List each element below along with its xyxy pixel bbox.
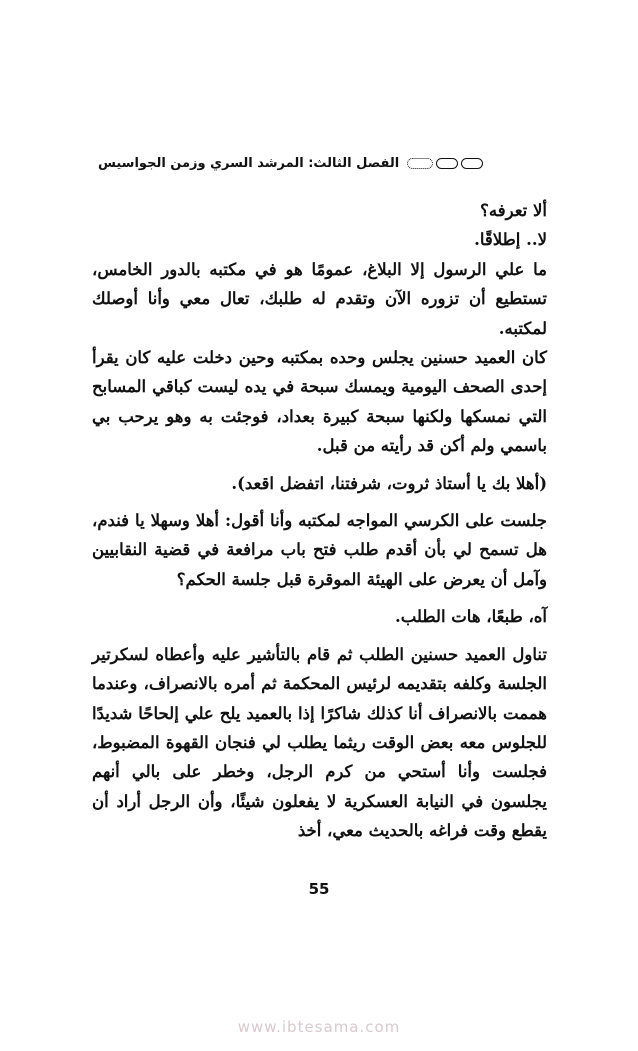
paragraph-question: ألا تعرفه؟	[480, 201, 547, 220]
ornament-pill-dotted-icon	[407, 158, 433, 169]
ornament-pill-icon	[461, 158, 483, 169]
chapter-title: الفصل الثالث: المرشد السري وزمن الجواسيس	[98, 155, 400, 171]
paragraph-narration: تناول العميد حسنين الطلب ثم قام بالتأشير عليه وأعطاه لسكرتير الجلسة وكلفه بتقديمه لرئيس المحكمة ثم أمره بالانصراف، وعندما هممت بالانصراف أنا كذلك شاكرًا إذا بالعميد يلح علي إلحاحًا شديدًا للجلوس معه بعض الوقت ريثما يطلب لي فنجان القهوة المضبوط، فجلست وأنا أستحي من كرم الرجل، وخطر على بالي أنهم يجلسون في النيابة العسكرية لا يفعلون شيئًا، وأن الرجل أراد أن يقطع وقت فراغه بالحديث معي، أخذ	[92, 644, 547, 841]
watermark: www.ibtesama.com	[237, 1018, 401, 1036]
ornament-pill-icon	[436, 158, 458, 169]
paragraph-answer: لا.. إطلاقًا.	[474, 230, 547, 250]
page-number: 55	[308, 880, 330, 898]
running-header	[98, 150, 546, 176]
paragraph-reply: آه، طبعًا، هات الطلب.	[394, 607, 547, 627]
paragraph-request: جلست على الكرسي المواجه لمكتبه وأنا أقول: أهلا وسهلا يا فندم، هل تسمح لي بأن أقدم طلب فتح باب مرافعة في قضية النقابيين وآمل أن يعرض على الهيئة الموقرة قبل جلسة الحكم؟	[92, 511, 547, 589]
paragraph-office-scene: كان العميد حسنين يجلس وحده بمكتبه وحين دخلت عليه كان يقرأ إحدى الصحف اليومية ويمسك سبحة في يده ليست كباقي المسابح التي نمسكها ولكنها سبحة كبيرة بعداد، فوجئت به وهو يرحب بي باسمي ولم أكن قد رأيته من قبل.	[92, 348, 547, 456]
paragraph-directions: ما علي الرسول إلا البلاغ، عمومًا هو في مكتبه بالدور الخامس، تستطيع أن تزوره الآن وتقدم له طلبك، تعال معي وأنا أوصلك لمكتبه.	[92, 259, 547, 338]
header-ornament-icon	[407, 158, 483, 169]
body-text	[92, 196, 547, 846]
paragraph-greeting: (أهلا بك يا أستاذ ثروت، شرفتنا، اتفضل اقعد).	[231, 473, 547, 493]
